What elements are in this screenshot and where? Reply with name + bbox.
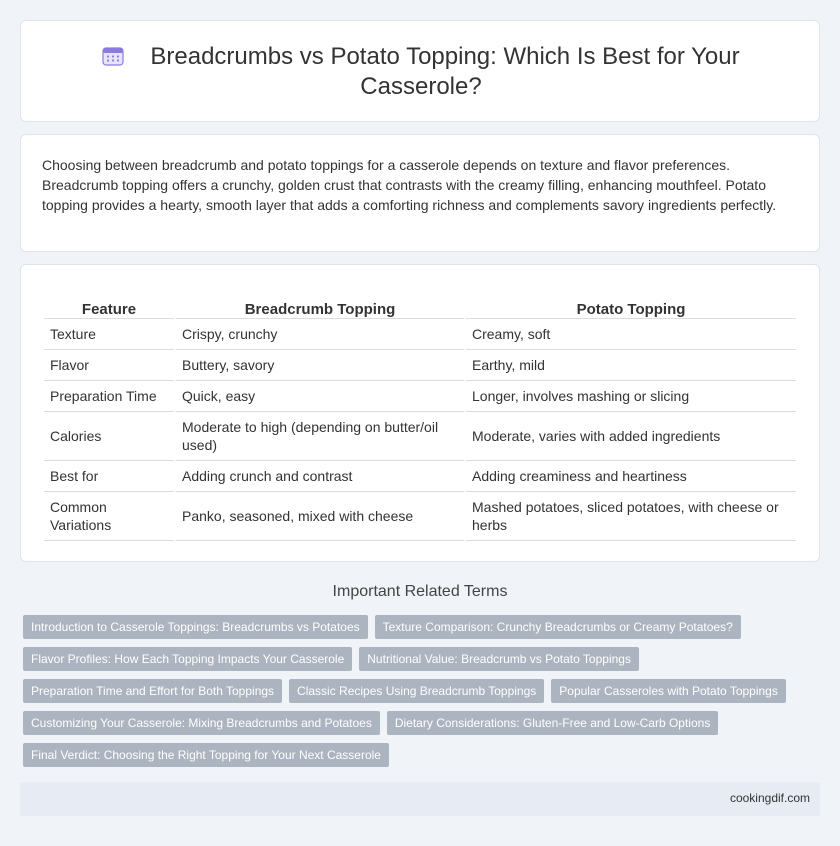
related-term-tag[interactable]: Dietary Considerations: Gluten-Free and Low-Carb Options	[387, 711, 718, 735]
page-title: Breadcrumbs vs Potato Topping: Which Is Best for Your Casserole?	[150, 43, 740, 100]
footer	[20, 782, 820, 816]
column-header-feature: Feature	[44, 295, 174, 319]
column-header-potato: Potato Topping	[466, 295, 796, 319]
related-term-tag[interactable]: Preparation Time and Effort for Both Toppings	[23, 679, 282, 703]
table-cell: Buttery, savory	[176, 350, 464, 381]
table-cell: Earthy, mild	[466, 350, 796, 381]
table-row	[44, 319, 796, 350]
table-cell: Preparation Time	[44, 381, 174, 412]
table-cell: Texture	[44, 319, 174, 350]
table-header-row	[44, 295, 796, 319]
comparison-card	[20, 264, 820, 562]
intro-paragraph: Choosing between breadcrumb and potato toppings for a casserole depends on texture and flavor preferences. Breadcrumb topping offers a crunchy, golden crust that contrasts with the creamy filling, enhancing mouthfeel. Potato topping provides a hearty, smooth layer that adds a comforting richness and complements savory ingredients perfectly.	[42, 157, 777, 213]
related-term-tag[interactable]: Final Verdict: Choosing the Right Topping for Your Next Casserole	[23, 743, 389, 767]
related-term-tag[interactable]: Popular Casseroles with Potato Toppings	[551, 679, 786, 703]
related-terms-list	[23, 615, 813, 775]
table-cell: Calories	[44, 412, 174, 461]
related-term-tag[interactable]: Customizing Your Casserole: Mixing Breadcrumbs and Potatoes	[23, 711, 380, 735]
table-cell: Quick, easy	[176, 381, 464, 412]
table-cell: Moderate, varies with added ingredients	[466, 412, 796, 461]
footer-site-link[interactable]: cookingdif.com	[729, 791, 810, 805]
table-cell: Flavor	[44, 350, 174, 381]
table-cell: Common Variations	[44, 492, 174, 541]
table-row	[44, 412, 796, 461]
calendar-icon	[102, 46, 124, 66]
related-term-tag[interactable]: Texture Comparison: Crunchy Breadcrumbs or Creamy Potatoes?	[375, 615, 741, 639]
table-cell: Creamy, soft	[466, 319, 796, 350]
table-cell: Best for	[44, 461, 174, 492]
intro-card	[20, 134, 820, 252]
related-term-tag[interactable]: Flavor Profiles: How Each Topping Impacts Your Casserole	[23, 647, 352, 671]
related-term-tag[interactable]: Classic Recipes Using Breadcrumb Toppings	[289, 679, 544, 703]
table-cell: Mashed potatoes, sliced potatoes, with cheese or herbs	[466, 492, 796, 541]
table-row	[44, 461, 796, 492]
table-cell: Adding crunch and contrast	[176, 461, 464, 492]
table-cell: Crispy, crunchy	[176, 319, 464, 350]
table-cell: Longer, involves mashing or slicing	[466, 381, 796, 412]
table-cell: Moderate to high (depending on butter/oil used)	[176, 412, 464, 461]
table-cell: Panko, seasoned, mixed with cheese	[176, 492, 464, 541]
table-cell: Adding creaminess and heartiness	[466, 461, 796, 492]
related-term-tag[interactable]: Nutritional Value: Breadcrumb vs Potato Toppings	[359, 647, 639, 671]
title-card	[20, 20, 820, 122]
table-row	[44, 381, 796, 412]
table-row	[44, 350, 796, 381]
column-header-breadcrumb: Breadcrumb Topping	[176, 295, 464, 319]
table-row	[44, 492, 796, 541]
related-term-tag[interactable]: Introduction to Casserole Toppings: Breadcrumbs vs Potatoes	[23, 615, 368, 639]
comparison-table	[42, 295, 798, 541]
related-terms-heading: Important Related Terms	[332, 583, 508, 600]
